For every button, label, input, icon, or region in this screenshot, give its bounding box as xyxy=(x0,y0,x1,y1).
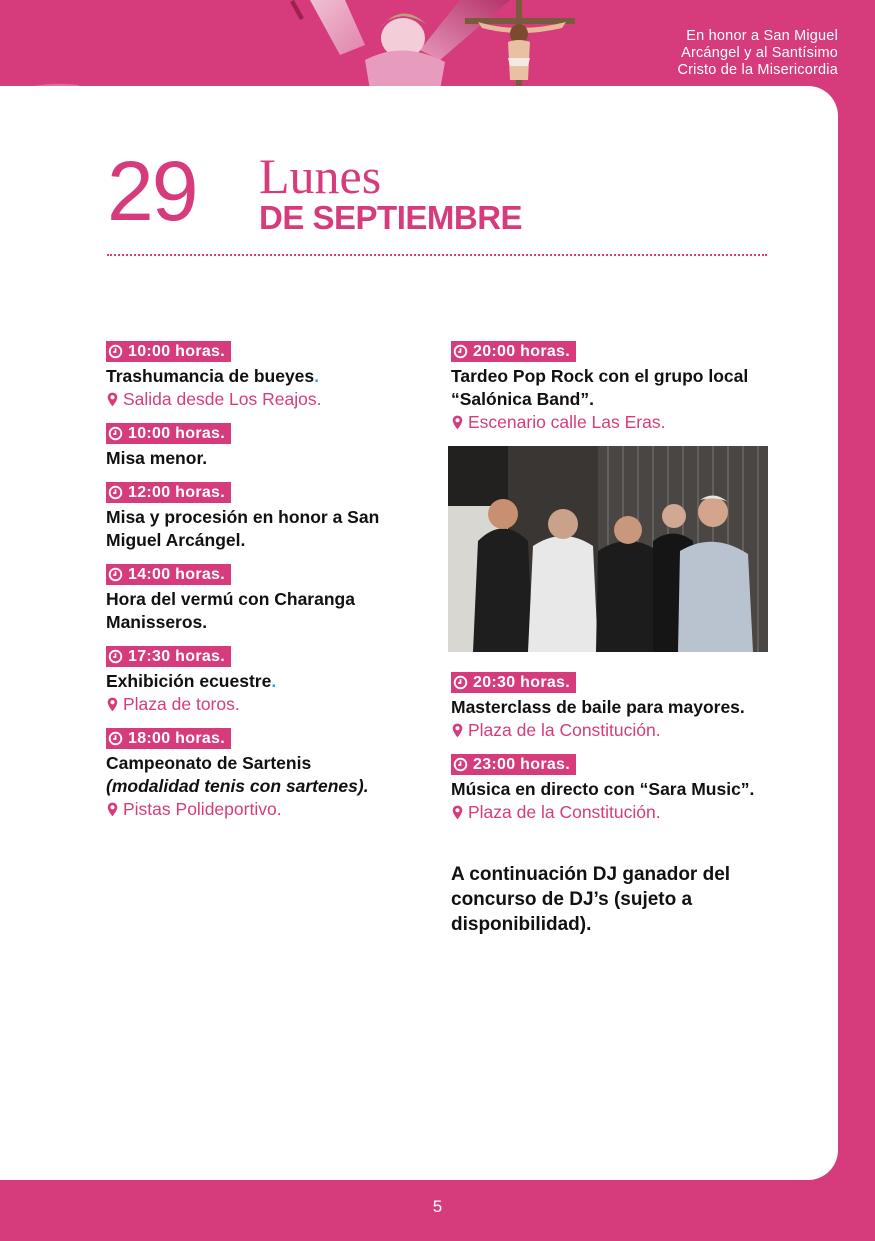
honor-line: En honor a San Miguel xyxy=(686,28,838,44)
event-item xyxy=(451,672,781,742)
event-place xyxy=(451,719,781,742)
map-pin-icon xyxy=(452,415,463,430)
event-place xyxy=(451,801,781,824)
page-number: 5 xyxy=(432,1197,443,1216)
time-badge xyxy=(106,564,231,585)
event-title: Exhibición ecuestre. xyxy=(106,671,277,691)
event-title: Tardeo Pop Rock con el grupo local “Salónica Band”. xyxy=(451,366,749,409)
time-badge xyxy=(106,646,231,667)
time-badge xyxy=(451,754,576,775)
map-pin-icon xyxy=(452,723,463,738)
title-dot: . xyxy=(314,366,320,386)
place-label: Plaza de la Constitución. xyxy=(468,802,661,822)
schedule-left-column xyxy=(106,341,426,833)
date-month: DE SEPTIEMBRE xyxy=(259,199,523,236)
time-badge xyxy=(451,341,576,362)
event-item xyxy=(451,754,781,824)
title-dot: . xyxy=(271,671,277,691)
event-item xyxy=(106,564,426,634)
event-title: Campeonato de Sartenis xyxy=(106,753,312,773)
time-badge xyxy=(106,341,231,362)
map-pin-icon xyxy=(107,802,118,817)
honor-line: Cristo de la Misericordia xyxy=(677,62,838,78)
map-pin-icon xyxy=(107,392,118,407)
event-item xyxy=(451,341,781,434)
time-label: 20:00 horas. xyxy=(473,343,570,360)
date-weekday: Lunes xyxy=(259,148,382,204)
honor-line: Arcángel y al Santísimo xyxy=(681,45,838,61)
place-label: Plaza de la Constitución. xyxy=(468,720,661,740)
time-badge xyxy=(106,482,231,503)
map-pin-icon xyxy=(107,697,118,712)
event-title: Misa menor. xyxy=(106,448,208,468)
event-title: Música en directo con “Sara Music”. xyxy=(451,779,755,799)
band-photo xyxy=(448,446,768,652)
clock-icon xyxy=(108,344,123,359)
time-label: 10:00 horas. xyxy=(128,425,225,442)
time-label: 12:00 horas. xyxy=(128,484,225,501)
time-label: 10:00 horas. xyxy=(128,343,225,360)
event-title: Misa y procesión en honor a San Miguel Arcángel. xyxy=(106,507,380,550)
time-badge xyxy=(451,672,576,693)
event-item xyxy=(106,423,426,470)
date-number: 29 xyxy=(107,144,197,238)
clock-icon xyxy=(453,757,468,772)
place-label: Salida desde Los Reajos. xyxy=(123,389,322,409)
event-item xyxy=(106,482,426,552)
event-place xyxy=(451,411,781,434)
schedule-right-column-lower xyxy=(451,672,781,836)
header-religious-images xyxy=(270,0,600,90)
time-label: 23:00 horas. xyxy=(473,756,570,773)
event-title: Masterclass de baile para mayores. xyxy=(451,697,745,717)
time-label: 14:00 horas. xyxy=(128,566,225,583)
event-item xyxy=(106,341,426,411)
event-place xyxy=(106,388,426,411)
time-badge xyxy=(106,728,231,749)
time-label: 20:30 horas. xyxy=(473,674,570,691)
event-item xyxy=(106,728,426,821)
event-place xyxy=(106,693,426,716)
closing-note: A continuación DJ ganador del concurso de DJ’s (sujeto a disponibilidad). xyxy=(451,864,731,935)
clock-icon xyxy=(453,675,468,690)
schedule-right-column xyxy=(451,341,781,446)
event-place xyxy=(106,798,426,821)
clock-icon xyxy=(108,426,123,441)
event-item xyxy=(106,646,426,716)
event-title: Hora del vermú con Charanga Manisseros. xyxy=(106,589,355,632)
clock-icon xyxy=(108,567,123,582)
clock-icon xyxy=(108,485,123,500)
place-label: Escenario calle Las Eras. xyxy=(468,412,666,432)
place-label: Plaza de toros. xyxy=(123,694,240,714)
time-label: 17:30 horas. xyxy=(128,648,225,665)
honor-dedication xyxy=(677,28,838,79)
place-label: Pistas Polideportivo. xyxy=(123,799,282,819)
time-label: 18:00 horas. xyxy=(128,730,225,747)
event-title: Trashumancia de bueyes. xyxy=(106,366,320,386)
event-subtitle: (modalidad tenis con sartenes). xyxy=(106,776,369,796)
map-pin-icon xyxy=(452,805,463,820)
clock-icon xyxy=(108,731,123,746)
clock-icon xyxy=(108,649,123,664)
clock-icon xyxy=(453,344,468,359)
time-badge xyxy=(106,423,231,444)
dotted-divider xyxy=(107,254,767,256)
